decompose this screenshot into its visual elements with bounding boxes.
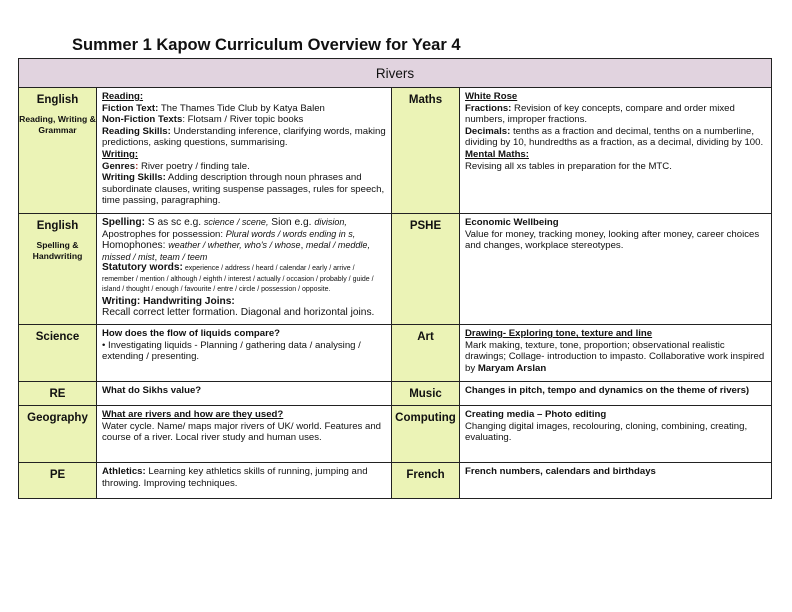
- science-heading: How does the flow of liquids compare?: [102, 328, 281, 339]
- re-heading: What do Sikhs value?: [102, 385, 202, 396]
- reading-skills-label: Reading Skills:: [102, 125, 171, 137]
- writing-skills-label: Writing Skills:: [102, 172, 166, 184]
- reading-heading: Reading:: [102, 91, 144, 102]
- statutory-words-label: Statutory words:: [102, 262, 183, 274]
- subject-cell-music: [392, 382, 460, 406]
- subject-name: Geography: [27, 412, 88, 424]
- art-heading: Drawing- Exploring tone, texture and line: [465, 328, 653, 339]
- spelling-example-1: science / scene,: [203, 217, 269, 227]
- geography-heading: What are rivers and how are they used?: [102, 409, 284, 420]
- topic-header-row: [19, 59, 772, 88]
- homophones-text: Homophones:: [102, 240, 169, 252]
- subject-cell-french: [392, 463, 460, 499]
- computing-text: Changing digital images, recolouring, cloning, combining, creating, evaluating.: [465, 420, 748, 444]
- content-cell-re: [97, 382, 392, 406]
- pshe-heading: Economic Wellbeing: [465, 217, 559, 228]
- table-row: [19, 325, 772, 382]
- table-row: [19, 406, 772, 463]
- decimals-text: tenths as a fraction and decimal, tenths on a numberline, dividing by 10, hundredths as a fraction, as a decimal, dividing by 100.: [465, 125, 764, 149]
- spelling-text-2: Sion e.g.: [268, 217, 315, 228]
- subject-cell-geography: [19, 406, 97, 463]
- page-title: Summer 1 Kapow Curriculum Overview for Year 4: [72, 36, 461, 54]
- statutory-words-list: experience / address / heard / calendar / early / arrive / remember / mention / although / eighth / interest / actually / occasion / probably / guide / island / thought / enough / favourite / entre / circle / possession / opposite.: [102, 265, 374, 294]
- subject-name: Maths: [408, 94, 443, 106]
- pe-label: Athletics:: [102, 466, 146, 477]
- subject-name: PSHE: [409, 220, 442, 232]
- nonfiction-label: Non-Fiction Texts: [102, 114, 183, 126]
- writing-skills-text: Adding description through noun phrases and subordinate clauses, writing suspense passages, rules for speech, time passing, paragraphing.: [102, 172, 385, 207]
- art-text: Mark making, texture, tone, proportion; observational realistic drawings; Collage- introduction to impasto. Collaborative work inspired by: [465, 339, 765, 374]
- content-cell-art: [460, 325, 772, 382]
- homophones-sep-1: ,: [300, 240, 306, 252]
- reading-skills-text: Understanding inference, clarifying words, making predictions, asking questions, summarising.: [102, 125, 386, 149]
- content-cell-english-reading: [97, 88, 392, 214]
- content-cell-english-spelling: [97, 214, 392, 325]
- subject-cell-english-reading: [19, 88, 97, 214]
- fiction-text: The Thames Tide Club by Katya Balen: [158, 102, 325, 114]
- art-artist: Maryam Arslan: [477, 362, 547, 374]
- table-row: [19, 214, 772, 325]
- subject-cell-pshe: [392, 214, 460, 325]
- subject-name: Computing: [395, 412, 456, 424]
- subject-subtitle: Spelling & Handwriting: [32, 240, 83, 261]
- apostrophes-examples: Plural words / words ending in s,: [225, 228, 356, 239]
- subject-cell-re: [19, 382, 97, 406]
- homophones-examples-3: team / teem: [159, 251, 208, 262]
- content-cell-maths: [460, 88, 772, 214]
- subject-cell-maths: [392, 88, 460, 214]
- mental-maths-heading: Mental Maths:: [465, 148, 529, 160]
- table-row: [19, 88, 772, 214]
- homophones-examples-2: medal / meddle, missed / mist: [102, 240, 370, 262]
- fractions-text: Revision of key concepts, compare and order mixed numbers, improper fractions.: [465, 102, 735, 126]
- nonfiction-text: : Flotsam / River topic books: [182, 114, 304, 126]
- subject-name: Science: [35, 331, 80, 343]
- table-row: [19, 382, 772, 406]
- genres-label: Genres: [102, 160, 136, 172]
- subject-cell-pe: [19, 463, 97, 499]
- subject-subtitle: Reading, Writing & Grammar: [19, 114, 96, 135]
- subject-name: Music: [409, 388, 442, 400]
- handwriting-text: Recall correct letter formation. Diagonal and horizontal joins.: [102, 307, 375, 319]
- spelling-label: Spelling:: [102, 217, 146, 228]
- subject-name: Art: [417, 331, 434, 343]
- fractions-label: Fractions:: [465, 102, 512, 114]
- table-row: [19, 463, 772, 499]
- science-text: • Investigating liquids - Planning / gathering data / analysing / extending / presenting.: [102, 339, 361, 363]
- genres-text: River poetry / finding tale.: [138, 160, 250, 172]
- subject-name: English: [36, 220, 79, 232]
- content-cell-geography: [97, 406, 392, 463]
- writing-heading: Writing:: [102, 148, 139, 160]
- subject-name: French: [406, 469, 445, 481]
- homophones-examples-1: weather / whether, who's / whose: [168, 240, 301, 251]
- subject-cell-english-spelling: [19, 214, 97, 325]
- decimals-label: Decimals:: [465, 125, 511, 137]
- subject-cell-art: [392, 325, 460, 382]
- homophones-sep-2: ,: [154, 251, 160, 263]
- music-heading: Changes in pitch, tempo and dynamics on the theme of rivers): [465, 385, 750, 396]
- pe-text: Learning key athletics skills of running, jumping and throwing. Improving techniques.: [102, 466, 368, 489]
- subject-name: PE: [49, 469, 66, 481]
- spelling-text: S as sc e.g.: [145, 217, 204, 228]
- pshe-text: Value for money, tracking money, looking after money, career choices and changes, workplace stereotypes.: [465, 228, 760, 252]
- topic-header: Rivers: [19, 59, 772, 88]
- apostrophes-text: Apostrophes for possession:: [102, 228, 226, 240]
- white-rose-heading: White Rose: [465, 91, 518, 102]
- subject-name: English: [36, 94, 79, 106]
- subject-name: RE: [49, 388, 66, 400]
- content-cell-science: [97, 325, 392, 382]
- curriculum-table: [18, 58, 772, 499]
- content-cell-music: [460, 382, 772, 406]
- computing-heading: Creating media – Photo editing: [465, 409, 607, 420]
- spelling-example-2: division,: [314, 217, 347, 227]
- french-heading: French numbers, calendars and birthdays: [465, 466, 656, 477]
- subject-cell-science: [19, 325, 97, 382]
- content-cell-pe: [97, 463, 392, 499]
- fiction-label: Fiction Text:: [102, 102, 159, 114]
- content-cell-pshe: [460, 214, 772, 325]
- genres-colon: :: [135, 160, 139, 172]
- handwriting-label: Writing: Handwriting Joins:: [102, 295, 235, 307]
- geography-text: Water cycle. Name/ maps major rivers of UK/ world. Features and course of a river. Local river study and human uses.: [102, 420, 382, 444]
- content-cell-french: [460, 463, 772, 499]
- subject-cell-computing: [392, 406, 460, 463]
- mental-maths-text: Revising all xs tables in preparation for the MTC.: [465, 160, 672, 172]
- content-cell-computing: [460, 406, 772, 463]
